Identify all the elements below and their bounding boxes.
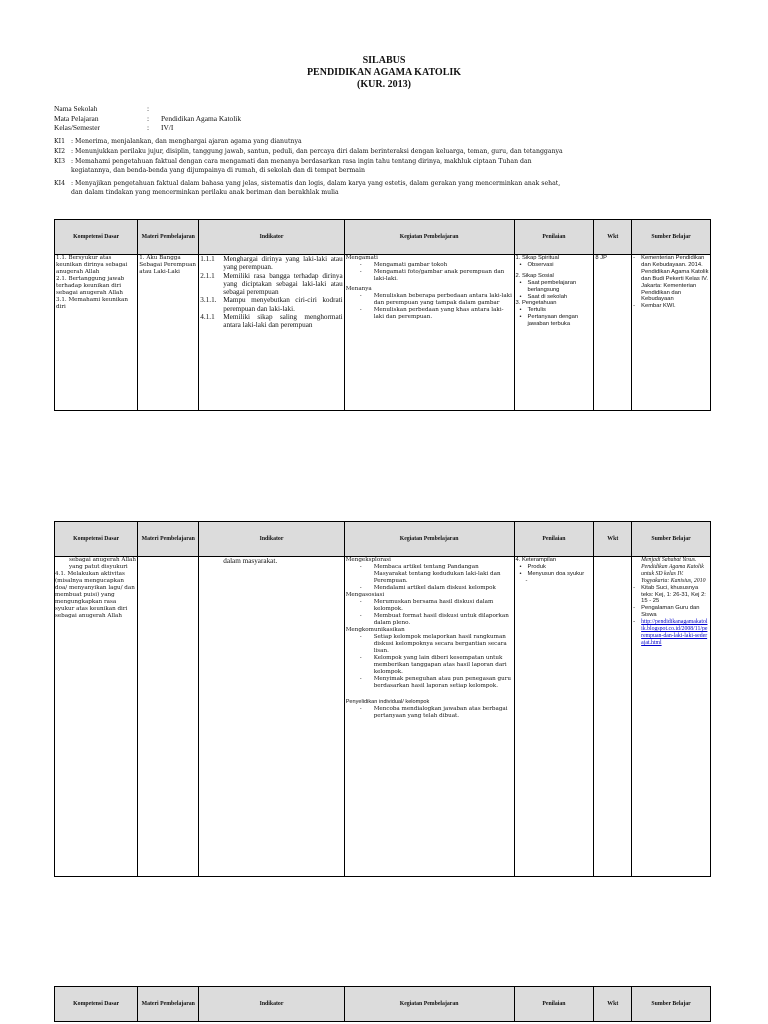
sumber-link[interactable]: http://pendidikanagamakatolik.blogspot.co.id/2008/11/perempuan-dan-laki-laki-sederajat.html — [641, 619, 708, 646]
ki-label: KI2 — [54, 148, 66, 155]
kegiatan-bullet: - Mencoba mendialogkan jawaban atas berbagai pertanyaan yang telah dibuat. — [346, 706, 513, 720]
indikator-number: 3.1.1. — [200, 296, 217, 305]
meta-key: Nama Sekolah — [54, 104, 98, 113]
kegiatan-heading: Mengasosiasi — [345, 592, 385, 598]
syllabus-table-2 — [54, 521, 711, 877]
meta-row — [54, 123, 241, 133]
sumber-dash: - — [633, 605, 636, 612]
meta-key: Mata Pelajaran — [54, 113, 99, 123]
kegiatan-text: Merumuskan bersama hasil diskusi dalam kelompok. — [373, 599, 494, 612]
waktu-cell: 8 JP — [594, 255, 632, 411]
penilaian-text: Tertulis — [527, 307, 546, 314]
meta-key: Kelas/Semester — [54, 123, 100, 133]
penilaian-item: • Tertulis — [519, 307, 546, 314]
ki-text: : Menerima, menjalankan, dan menghargai ajaran agama yang dianutnya — [71, 138, 302, 145]
meta-sep: : — [147, 104, 150, 113]
penilaian-item: • Observasi — [519, 261, 554, 268]
indikator-number: 4.1.1 — [200, 313, 215, 322]
materi-cell — [138, 255, 199, 411]
penilaian-heading: 3. Pengetahuan — [515, 300, 557, 307]
kegiatan-text: Mendalami artikel dalam diskusi kelompok — [373, 585, 496, 591]
table-header-row — [55, 987, 711, 1022]
col-header-kegiatan: Kegiatan Pembelajaran — [344, 522, 514, 557]
kegiatan-text: Mencoba mendialogkan jawaban atas berbagai pertanyaan yang telah dibuat. — [373, 706, 508, 719]
kd-item: 2.1. Bertanggung jawab terhadap keunikan diri sebagai anugerah Allah — [56, 276, 125, 296]
kegiatan-text: Setiap kelompok melaporkan hasil rangkuman diskusi kelompoknya secara bergantian secara lisan. — [373, 634, 507, 654]
ki-text: : Memahami pengetahuan faktual dengan cara mengamati dan menanya berdasarkan rasa ingin tahu tentang dirinya, makhluk ciptaan Tuhan dan — [71, 158, 532, 165]
indikator-text: Memiliki sikap saling menghormati antara laki-laki dan perempuan — [223, 313, 343, 330]
penilaian-item: • Produk — [519, 563, 546, 570]
col-header-materi: Materi Pembelajaran — [138, 522, 199, 557]
col-header-waktu: Wkt — [594, 522, 632, 557]
col-header-kegiatan: Kegiatan Pembelajaran — [344, 987, 514, 1022]
table-row — [55, 557, 711, 877]
sumber-text: Menjadi Sahabat Yesus. Pendidikan Agama Katolik untuk SD kelas IV. Yogyakarta: Kanisius, 2010 — [641, 557, 706, 584]
kegiatan-bullet: - Menuliskan perbedaan yang khas antara laki-laki dan perempuan. — [346, 307, 513, 321]
kegiatan-heading: Penyelidikan individual/ kelompok — [345, 699, 430, 705]
indikator-item — [200, 296, 342, 313]
kegiatan-text: Menuliskan beberapa perbedaan antara laki-laki dan perempuan yang tampak dalam gambar — [373, 293, 512, 306]
indikator-cell — [199, 557, 344, 877]
kegiatan-bullet: - Mendalami artikel dalam diskusi kelompok — [359, 585, 496, 591]
kd-item: 3.1. Memahami keunikan diri — [56, 297, 128, 310]
col-header-indikator: Indikator — [199, 522, 344, 557]
kegiatan-text: Kelompok yang lain diberi kesempatan untuk memberikan tanggapan atas hasil laporan dari kelompok. — [373, 655, 507, 675]
waktu-cell — [594, 557, 632, 877]
col-header-materi: Materi Pembelajaran — [138, 220, 199, 255]
sumber-item — [633, 255, 709, 303]
sumber-text: Kitab Suci, khususnya teks: Kej, 1: 26-31, Kej 2: 15 - 25 — [641, 584, 706, 605]
penilaian-text: Observasi — [527, 261, 554, 268]
ki-label: KI1 — [54, 138, 66, 145]
sumber-dash: - — [633, 584, 636, 591]
indikator-text: dalam masyarakat. — [223, 557, 278, 565]
kegiatan-bullet: - Setiap kelompok melaporkan hasil rangkuman diskusi kelompoknya secara bergantian secara lisan. — [346, 634, 513, 655]
penilaian-item: • Pertanyaan dengan jawaban terbuka — [516, 314, 593, 328]
kegiatan-text: Mengamati gambar tokoh — [373, 262, 448, 268]
ki-text: : Menunjukkan perilaku jujur, disiplin, tanggung jawab, santun, peduli, dan percaya diri dalam berinteraksi dengan keluarga, teman, guru, dan tetangganya — [71, 148, 563, 155]
kegiatan-text: Menuliskan perbedaan yang khas antara laki-laki dan perempuan. — [373, 307, 504, 320]
col-header-penilaian: Penilaian — [514, 522, 594, 557]
col-header-kompetensi: Kompetensi Dasar — [55, 220, 138, 255]
kegiatan-text: Menyimak peneguhan atau pun penegasan guru berdasarkan hasil laporan setiap kelompok. — [373, 676, 512, 689]
kegiatan-text: Membaca artikel tentang Pandangan Masyarakat tentang kedudukan laki-laki dan Perempuan. — [373, 564, 501, 584]
document-title — [0, 55, 768, 91]
sumber-item — [633, 585, 709, 606]
sumber-item — [633, 605, 709, 619]
indikator-item — [200, 272, 342, 297]
meta-value: IV/I — [161, 123, 174, 133]
sumber-text: Pengalaman Guru dan Siswa — [641, 605, 700, 619]
title-line-2: PENDIDIKAN AGAMA KATOLIK — [306, 67, 462, 78]
kegiatan-bullet: - Membuat format hasil diskusi untuk dilaporkan dalam pleno. — [346, 613, 513, 627]
core-competence-ki3 — [54, 158, 724, 167]
table-header-row — [55, 522, 711, 557]
sumber-text: Kembar KWI. — [641, 303, 676, 310]
syllabus-table-3 — [54, 986, 711, 1022]
col-header-sumber: Sumber Belajar — [632, 987, 711, 1022]
meta-sep: : — [147, 113, 150, 123]
penilaian-item: • Saat di sekolah — [519, 293, 568, 300]
col-header-sumber: Sumber Belajar — [632, 522, 711, 557]
penilaian-cell — [514, 557, 594, 877]
title-line-3: (KUR. 2013) — [357, 79, 411, 90]
table-row — [55, 255, 711, 411]
penilaian-text: Pertanyaan dengan jawaban terbuka — [527, 314, 579, 328]
kegiatan-cell — [344, 255, 514, 411]
table-header-row — [55, 220, 711, 255]
sumber-text: Kementerian Pendidikan dan Kebudayaan. 2014. Pendidikan Agama Katolik dan Budi Pekerti Kelas IV. Jakarta: Kementerian Pendidikan dan Kebudayaan — [641, 255, 709, 303]
penilaian-heading: 4. Keterampilan — [515, 557, 557, 563]
indikator-number: 2.1.1 — [200, 271, 215, 280]
core-competence-ki1 — [54, 138, 724, 147]
kegiatan-spacer — [346, 690, 513, 699]
core-competence-ki4-cont — [54, 189, 724, 198]
col-header-sumber: Sumber Belajar — [632, 220, 711, 255]
penilaian-cell — [514, 255, 594, 411]
core-competence-ki2 — [54, 148, 724, 157]
meta-row — [54, 104, 241, 114]
indikator-item — [200, 255, 342, 272]
ki-label: KI4 — [54, 180, 66, 187]
ki-text: dan dalam tindakan yang mencerminkan perilaku anak beriman dan berakhlak mulia — [71, 189, 339, 196]
kd-cell — [55, 557, 138, 877]
col-header-waktu: Wkt — [594, 987, 632, 1022]
core-competence-ki4 — [54, 180, 724, 189]
penilaian-item: • Saat pembelajaran berlangsung — [516, 280, 593, 294]
kegiatan-bullet: - Membaca artikel tentang Pandangan Masyarakat tentang kedudukan laki-laki dan Perempuan. — [346, 564, 513, 585]
school-info — [54, 104, 241, 133]
penilaian-item: • Menyusun doa syukur — [519, 570, 585, 577]
sumber-item — [633, 619, 709, 647]
kegiatan-heading: Mengamati — [345, 255, 378, 261]
indikator-cell — [199, 255, 344, 411]
col-header-indikator: Indikator — [199, 220, 344, 255]
penilaian-text: Saat di sekolah — [527, 293, 568, 300]
kd-item: 4.1. Melakukan aktivitas (misalnya mengucapkan doa/ menyanyikan lagu/ dan membuat puisi) yang mengungkapkan rasa syukur atas keunikan diri sebagai anugerah Allah — [55, 571, 135, 619]
indikator-text: Menghargai dirinya yang laki-laki atau yang perempuan. — [223, 255, 343, 272]
core-competence-ki3-cont — [54, 167, 724, 176]
kegiatan-text: Mengamati foto/gambar anak perempuan dan laki-laki. — [373, 269, 505, 282]
penilaian-text: Menyusun doa syukur — [527, 570, 585, 577]
kegiatan-bullet: - Kelompok yang lain diberi kesempatan untuk memberikan tanggapan atas hasil laporan dari kelompok. — [346, 655, 513, 676]
ki-text: kegiatannya, dan benda-benda yang dijumpainya di rumah, di sekolah dan di tempat bermain — [71, 167, 365, 174]
col-header-penilaian: Penilaian — [514, 220, 594, 255]
kegiatan-heading: Mengkomunikasikan — [345, 627, 405, 633]
meta-row — [54, 114, 241, 124]
ki-label: KI3 — [54, 158, 66, 165]
kegiatan-bullet: - Menyimak peneguhan atau pun penegasan guru berdasarkan hasil laporan setiap kelompok. — [359, 676, 512, 689]
penilaian-text: Saat pembelajaran berlangsung — [527, 279, 577, 293]
sumber-dash: - — [633, 255, 636, 261]
kegiatan-bullet: - Menuliskan beberapa perbedaan antara laki-laki dan perempuan yang tampak dalam gambar — [359, 293, 512, 306]
syllabus-table-1 — [54, 219, 711, 411]
indikator-item — [200, 313, 342, 330]
penilaian-item: - — [525, 577, 528, 584]
col-header-indikator: Indikator — [199, 987, 344, 1022]
kegiatan-heading: Menanya — [345, 286, 372, 292]
meta-value: Pendidikan Agama Katolik — [161, 113, 242, 123]
ki-text: : Menyajikan pengetahuan faktual dalam bahasa yang jelas, sistematis dan logis, dalam karya yang estetis, dalam gerakan yang mencerminkan anak sehat, — [71, 180, 561, 187]
penilaian-text: Produk — [527, 563, 546, 570]
indikator-text: Memiliki rasa bangga terhadap dirinya yang diciptakan sebagai laki-laki atau sebagai perempuan — [223, 271, 343, 297]
penilaian-heading: 2. Sikap Sosial — [515, 272, 554, 279]
col-header-penilaian: Penilaian — [514, 987, 594, 1022]
kd-item: sebagai anugerah Allah yang patut disyukuri — [69, 557, 136, 570]
title-line-1: SILABUS — [362, 55, 406, 66]
col-header-kompetensi: Kompetensi Dasar — [55, 987, 138, 1022]
kegiatan-bullet: - Merumuskan bersama hasil diskusi dalam kelompok. — [346, 599, 513, 613]
sumber-dash: - — [633, 303, 636, 310]
col-header-waktu: Wkt — [594, 220, 632, 255]
kegiatan-cell — [344, 557, 514, 877]
kegiatan-bullet: - Mengamati gambar tokoh — [359, 262, 448, 268]
sumber-cell — [632, 557, 711, 877]
sumber-dash: - — [633, 619, 636, 626]
materi-cell — [138, 557, 199, 877]
indikator-number: 1.1.1 — [200, 255, 215, 263]
materi-item: 1. Aku Bangga Sebagai Perempuan atau Laki-Laki — [139, 255, 197, 275]
kegiatan-heading: Mengeksplorasi — [345, 557, 391, 563]
kd-item: 1.1. Bersyukur atas keunikan dirinya sebagai anugerah Allah — [56, 255, 128, 275]
col-header-kompetensi: Kompetensi Dasar — [55, 522, 138, 557]
kd-cell — [55, 255, 138, 411]
col-header-kegiatan: Kegiatan Pembelajaran — [344, 220, 514, 255]
kegiatan-bullet: - Mengamati foto/gambar anak perempuan dan laki-laki. — [346, 269, 513, 283]
sumber-cell — [632, 255, 711, 411]
kegiatan-text: Membuat format hasil diskusi untuk dilaporkan dalam pleno. — [373, 613, 509, 626]
col-header-materi: Materi Pembelajaran — [138, 987, 199, 1022]
meta-sep: : — [147, 123, 150, 133]
indikator-text: Mampu menyebutkan ciri-ciri kodrati perempuan dan laki-laki. — [223, 296, 343, 313]
sumber-item — [633, 303, 709, 310]
penilaian-heading: 1. Sikap Spiritual — [515, 255, 559, 261]
